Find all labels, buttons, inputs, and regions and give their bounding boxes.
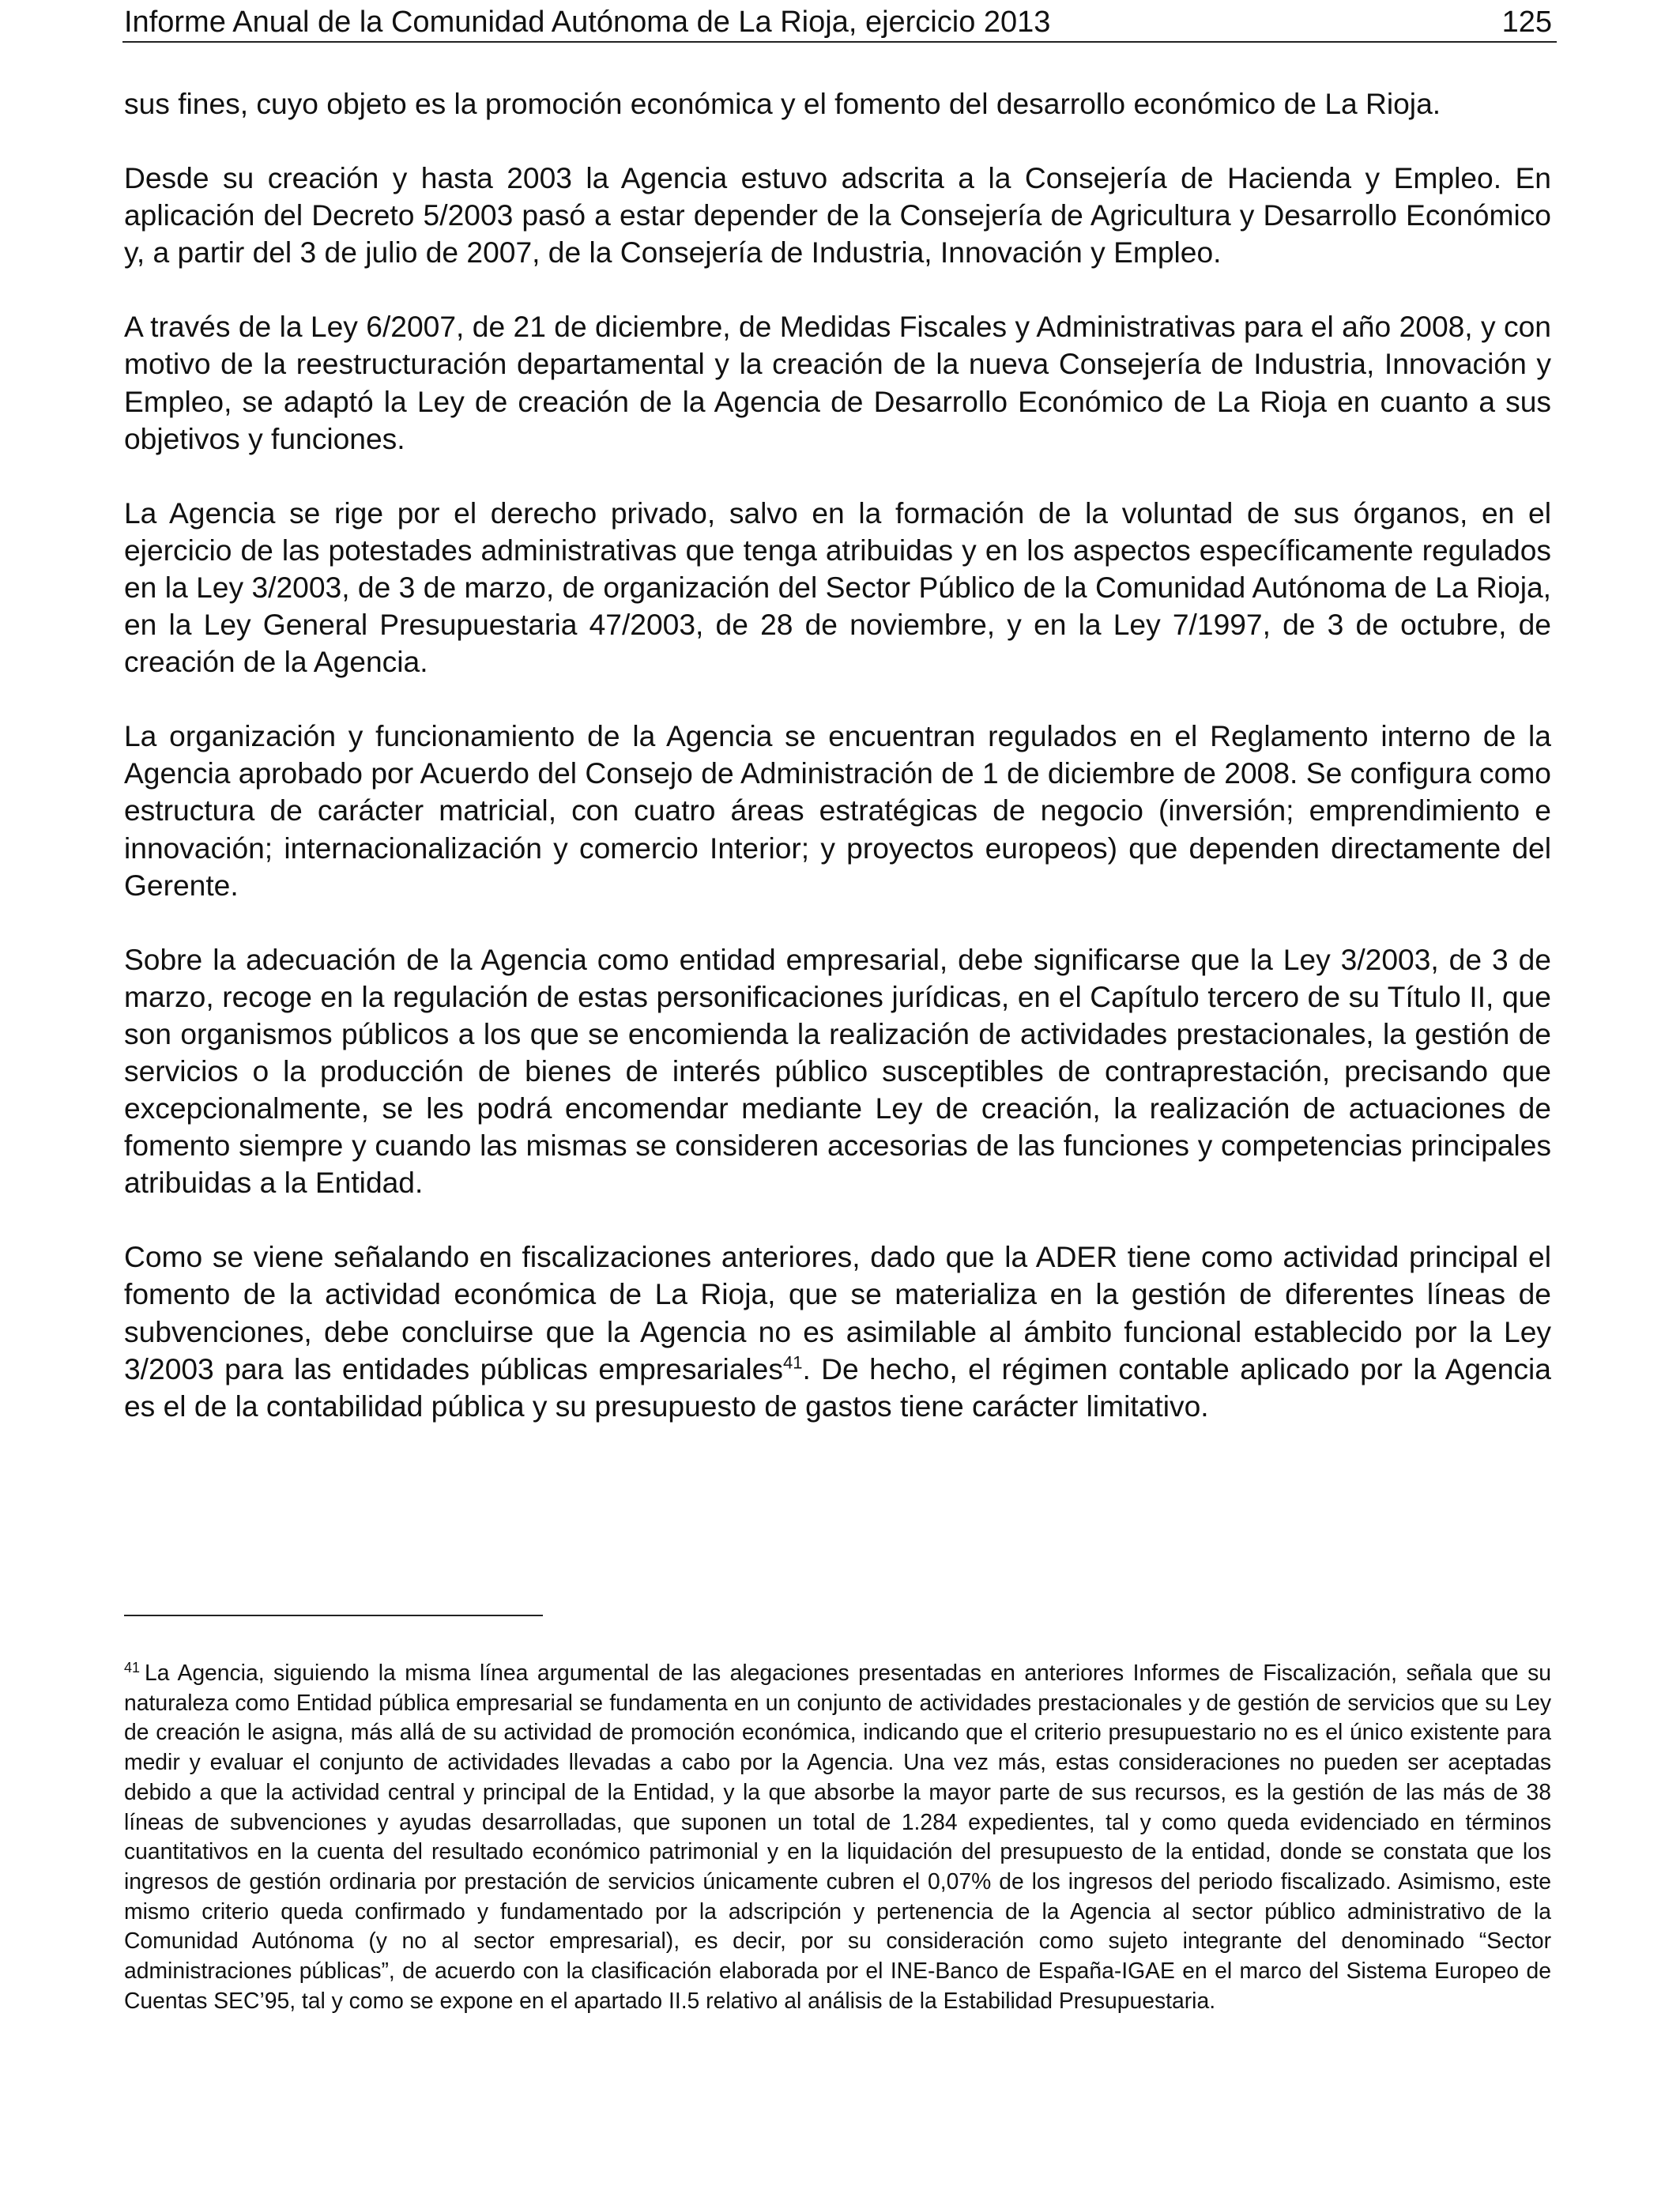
page-number: 125 [1501,6,1552,39]
footnote-number: 41 [124,1659,141,1676]
paragraph-text-before-ref: Como se viene señalando en fiscalizaciones anteriores, dado que la ADER tiene como actividad principal el fomento de la actividad económica de La Rioja, que se materializa en la gestión de diferentes líneas de subvenciones, debe concluirse que la Agencia no es asimilable al ámbito funcional establecido por la Ley 3/2003 para las entidades públicas empresariales [124,1240,1551,1385]
paragraph: La Agencia se rige por el derecho privado, salvo en la formación de la voluntad de sus órganos, en el ejercicio de las potestades administrativas que tenga atribuidas y en los aspectos específicamente regulados en la Ley 3/2003, de 3 de marzo, de organización del Sector Público de la Comunidad Autónoma de La Rioja, en la Ley General Presupuestaria 47/2003, de 28 de noviembre, y en la Ley 7/1997, de 3 de octubre, de creación de la Agencia. [124,496,1551,679]
body-text [124,85,1551,1425]
paragraph: Desde su creación y hasta 2003 la Agencia estuvo adscrita a la Consejería de Hacienda y Empleo. En aplicación del Decreto 5/2003 pasó a estar depender de la Consejería de Agricultura y Desarrollo Económico y, a partir del 3 de julio de 2007, de la Consejería de Industria, Innovación y Empleo. [124,161,1551,270]
paragraph-text-after-ref: . De hecho, el régimen contable aplicado por la Agencia es el de la contabilidad pública y su presupuesto de gastos tiene carácter limitativo. [124,1351,1551,1423]
paragraph: A través de la Ley 6/2007, de 21 de diciembre, de Medidas Fiscales y Administrativas para el año 2008, y con motivo de la reestructuración departamental y la creación de la nueva Consejería de Industria, Innovación y Empleo, se adaptó la Ley de creación de la Agencia de Desarrollo Económico de La Rioja en cuanto a sus objetivos y funciones. [124,310,1551,455]
paragraph: La organización y funcionamiento de la Agencia se encuentran regulados en el Reglamento interno de la Agencia aprobado por Acuerdo del Consejo de Administración de 1 de diciembre de 2008. Se configura como estructura de carácter matricial, con cuatro áreas estratégicas de negocio (inversión; emprendimiento e innovación; internacionalización y comercio Interior; y proyectos europeos) que dependen directamente del Gerente. [124,719,1551,902]
footnote-reference[interactable]: 41 [782,1352,803,1373]
report-title: Informe Anual de la Comunidad Autónoma de La Rioja, ejercicio 2013 [124,6,1051,39]
footnote [124,1658,1551,2015]
page-header [122,2,1557,43]
footnote-separator [124,1615,543,1616]
paragraph: Sobre la adecuación de la Agencia como entidad empresarial, debe significarse que la Ley 3/2003, de 3 de marzo, recoge en la regulación de estas personificaciones jurídicas, en el Capítulo tercero de su Título II, que son organismos públicos a los que se encomienda la realización de actividades prestacionales, la gestión de servicios o la producción de bienes de interés público susceptibles de contraprestación, precisando que excepcionalmente, se les podrá encomendar mediante Ley de creación, la realización de actuaciones de fomento siempre y cuando las mismas se consideren accesorias de las funciones y competencias principales atribuidas a la Entidad. [124,942,1551,1200]
footnote-text: La Agencia, siguiendo la misma línea argumental de las alegaciones presentadas en anteriores Informes de Fiscalización, señala que su naturaleza como Entidad pública empresarial se fundamenta en un conjunto de actividades prestacionales y de gestión de servicios que su Ley de creación le asigna, más allá de su actividad de promoción económica, indicando que el criterio presupuestario no es el único existente para medir y evaluar el conjunto de actividades llevadas a cabo por la Agencia. Una vez más, estas consideraciones no pueden ser aceptadas debido a que la actividad central y principal de la Entidad, y la que absorbe la mayor parte de sus recursos, es la gestión de las más de 38 líneas de subvenciones y ayudas desarrolladas, que suponen un total de 1.284 expedientes, tal y como queda evidenciado en términos cuantitativos en la cuenta del resultado económico patrimonial y en la liquidación del presupuesto de la entidad, donde se constata que los ingresos de gestión ordinaria por prestación de servicios únicamente cubren el 0,07% de los ingresos del periodo fiscalizado. Asimismo, este mismo criterio queda confirmado y fundamentado por la adscripción y pertenencia de la Agencia al sector público administrativo de la Comunidad Autónoma (y no al sector empresarial), es decir, por su consideración como sujeto integrante del denominado “Sector administraciones públicas”, de acuerdo con la clasificación elaborada por el INE-Banco de España-IGAE en el marco del Sistema Europeo de Cuentas SEC’95, tal y como se expone en el apartado II.5 relativo al análisis de la Estabilidad Presupuestaria. [124,1660,1551,2013]
paragraph: sus fines, cuyo objeto es la promoción económica y el fomento del desarrollo económico de La Rioja. [124,87,1441,120]
paragraph-with-footnote-ref [124,1238,1551,1424]
